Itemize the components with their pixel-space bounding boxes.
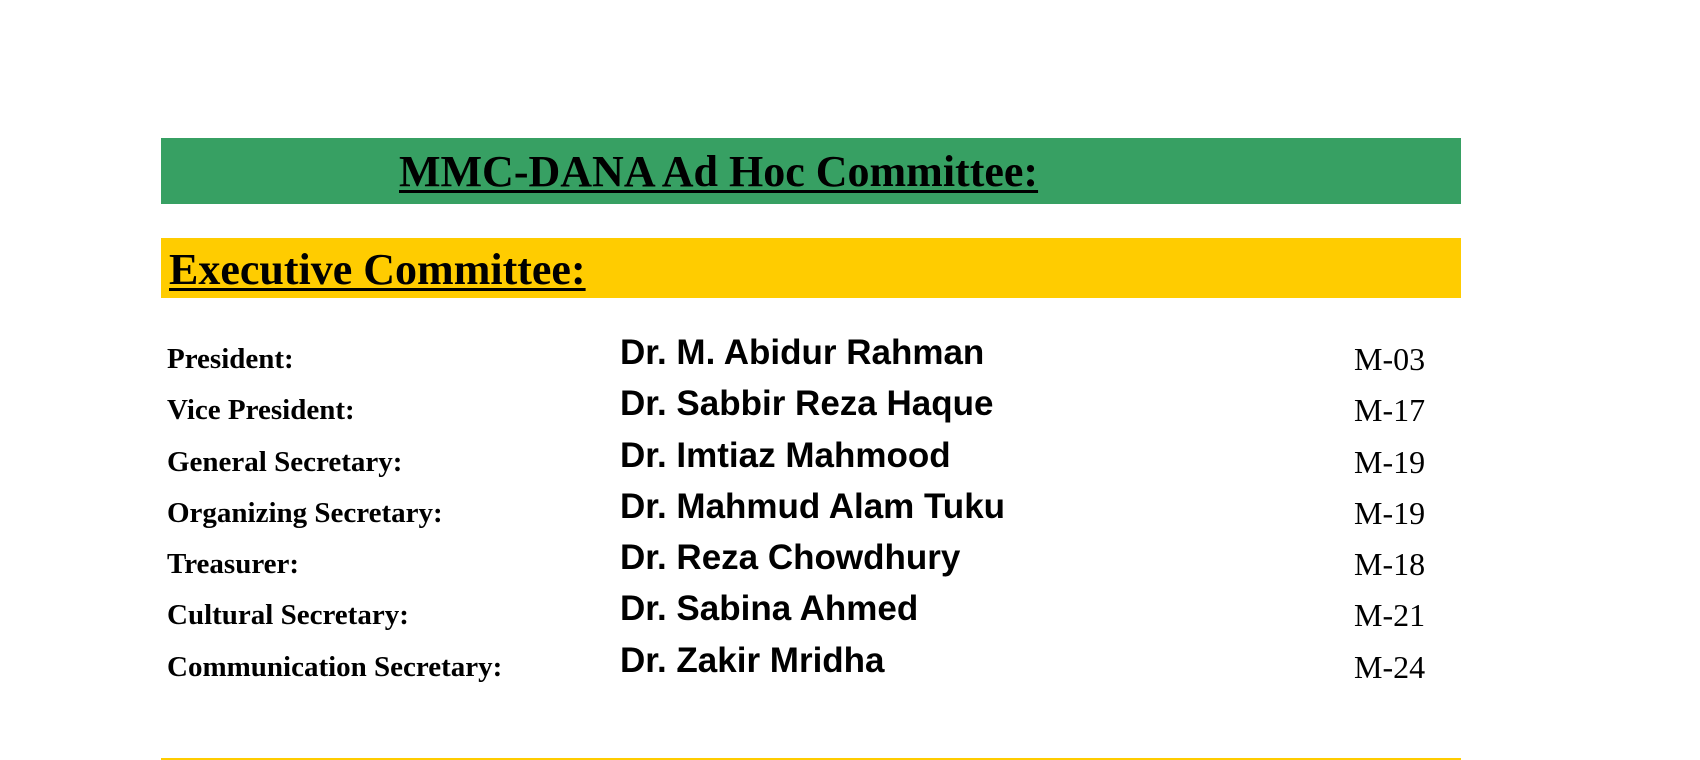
member-role: Organizing Secretary:: [167, 496, 443, 529]
member-role: President:: [167, 343, 294, 375]
member-name: Dr. Sabbir Reza Haque: [620, 384, 994, 424]
member-name: Dr. Sabina Ahmed: [620, 589, 919, 629]
member-name: Dr. M. Abidur Rahman: [620, 333, 985, 372]
section-title: Executive Committee:: [169, 245, 586, 294]
member-role: Vice President:: [167, 394, 355, 427]
member-name: Dr. Imtiaz Mahmood: [620, 435, 951, 475]
member-row-general-secretary: [167, 436, 1457, 487]
member-row-organizing-secretary: [167, 487, 1457, 538]
member-code: M-19: [1354, 494, 1426, 531]
committee-title: MMC-DANA Ad Hoc Committee:: [399, 147, 1039, 196]
member-role: Treasurer:: [167, 548, 300, 581]
member-code: M-18: [1354, 546, 1426, 583]
member-name: Dr. Zakir Mridha: [620, 640, 885, 680]
member-row-communication-secretary: [167, 641, 1457, 692]
member-code: M-19: [1354, 443, 1426, 480]
member-list: [167, 333, 1457, 692]
member-code: M-21: [1354, 597, 1426, 634]
member-code: M-24: [1354, 648, 1426, 685]
member-row-treasurer: [167, 538, 1457, 589]
section-banner: [161, 238, 1461, 298]
member-name: Dr. Reza Chowdhury: [620, 538, 961, 578]
member-row-president: [167, 333, 1457, 384]
member-row-vice-president: [167, 384, 1457, 435]
member-role: General Secretary:: [167, 445, 403, 478]
member-code: M-17: [1354, 392, 1426, 429]
committee-banner: [161, 138, 1461, 204]
member-code: M-03: [1354, 341, 1426, 377]
member-row-cultural-secretary: [167, 589, 1457, 640]
member-name: Dr. Mahmud Alam Tuku: [620, 486, 1006, 526]
member-role: Communication Secretary:: [167, 650, 503, 683]
member-role: Cultural Secretary:: [167, 599, 409, 632]
